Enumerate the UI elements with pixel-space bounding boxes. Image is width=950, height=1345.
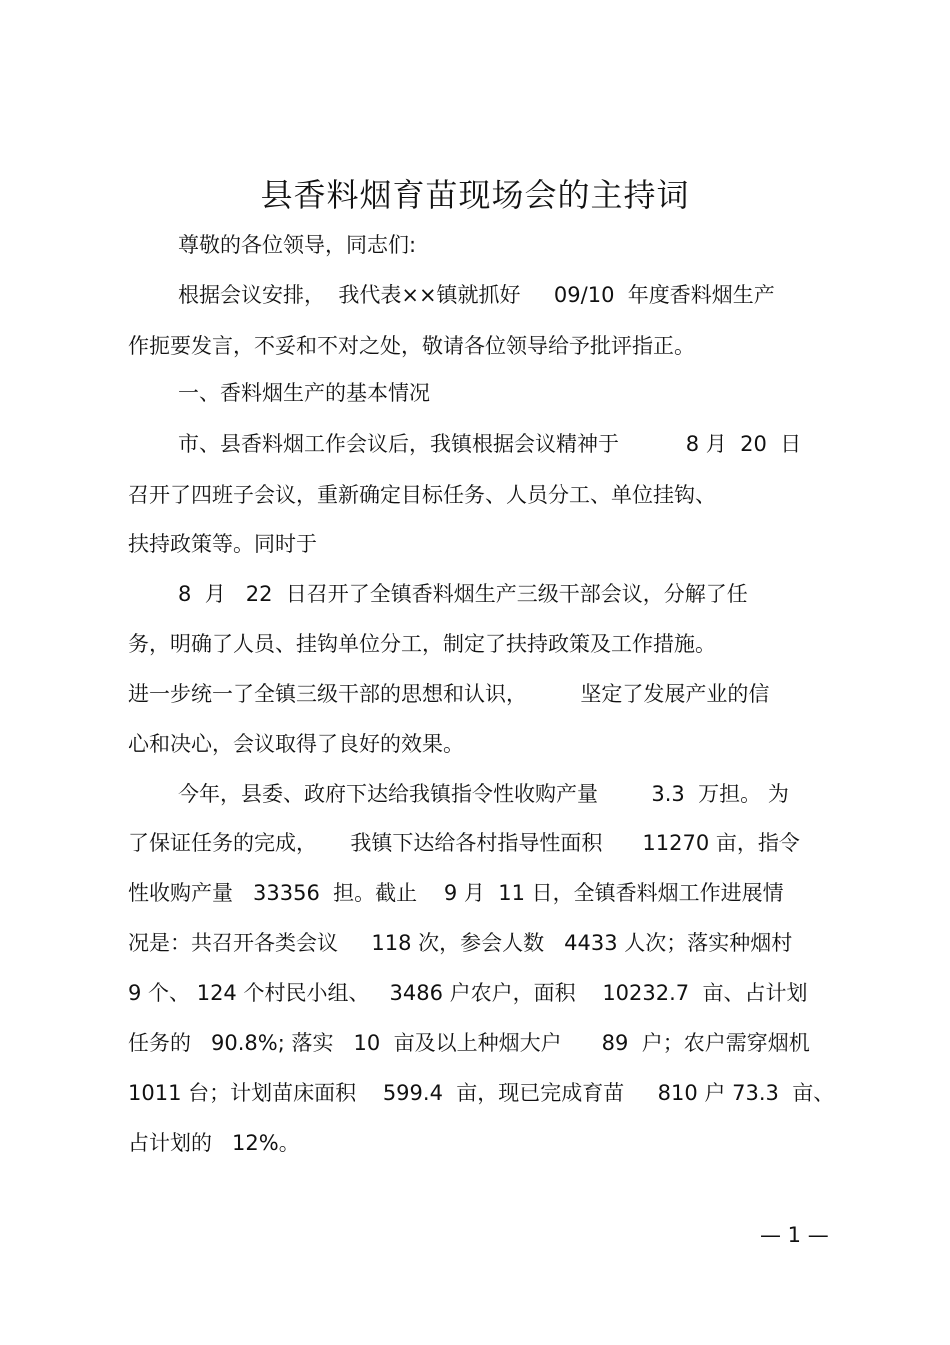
- paragraph-line: 务，明确了人员、挂钩单位分工，制定了扶持政策及工作措施。: [128, 632, 716, 656]
- paragraph-line: 性收购产量 33356 担。截止 9 月 11 日，全镇香料烟工作进展情: [128, 881, 784, 905]
- paragraph-line: 作扼要发言，不妥和不对之处，敬请各位领导给予批评指正。: [128, 334, 695, 358]
- paragraph-line: 进一步统一了全镇三级干部的思想和认识， 坚定了发展产业的信: [128, 682, 770, 706]
- paragraph-line: 根据会议安排， 我代表××镇就抓好 09/10 年度香料烟生产: [178, 283, 775, 307]
- paragraph-line: 今年，县委、政府下达给我镇指令性收购产量 3.3 万担。 为: [178, 782, 789, 806]
- paragraph-line: 了保证任务的完成， 我镇下达给各村指导性面积 11270 亩，指令: [128, 831, 800, 855]
- page-number: — 1 —: [760, 1223, 829, 1247]
- paragraph-line: 9 个、 124 个村民小组、 3486 户农户，面积 10232.7 亩、占计划: [128, 981, 808, 1005]
- paragraph-line: 扶持政策等。同时于: [128, 532, 317, 556]
- paragraph-line: 8 月 22 日召开了全镇香料烟生产三级干部会议，分解了任: [178, 582, 748, 606]
- paragraph-line: 心和决心，会议取得了良好的效果。: [128, 732, 464, 756]
- greeting-line: 尊敬的各位领导，同志们:: [178, 233, 417, 257]
- paragraph-line: 况是：共召开各类会议 118 次，参会人数 4433 人次；落实种烟村: [128, 931, 793, 955]
- paragraph-line: 占计划的 12%。: [128, 1131, 300, 1155]
- section-heading: 一、香料烟生产的基本情况: [178, 381, 430, 405]
- document-title: 县香料烟育苗现场会的主持词: [260, 176, 690, 214]
- paragraph-line: 1011 台；计划苗床面积 599.4 亩，现已完成育苗 810 户 73.3 亩、: [128, 1081, 835, 1105]
- paragraph-line: 召开了四班子会议，重新确定目标任务、人员分工、单位挂钩、: [128, 483, 716, 507]
- paragraph-line: 市、县香料烟工作会议后，我镇根据会议精神于 8 月 20 日: [178, 432, 802, 456]
- paragraph-line: 任务的 90.8%; 落实 10 亩及以上种烟大户 89 户；农户需穿烟机: [128, 1031, 810, 1055]
